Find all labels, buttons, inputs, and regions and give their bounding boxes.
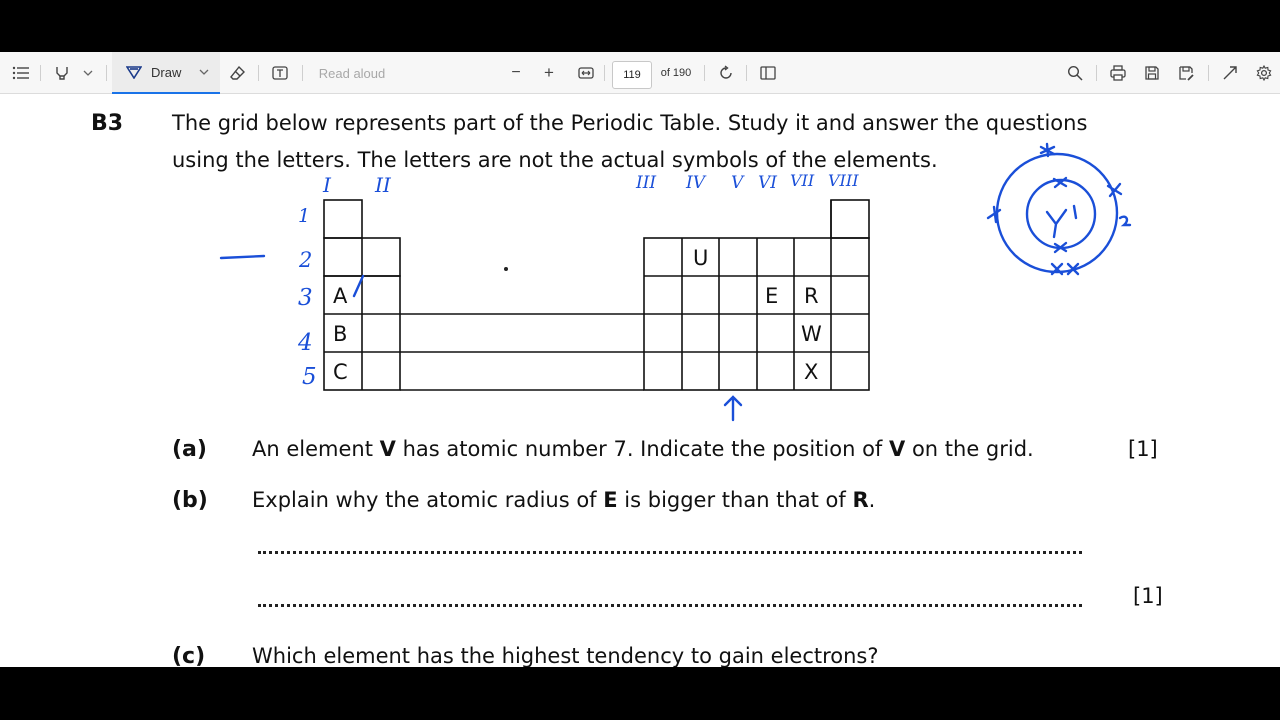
draw-icon — [126, 65, 142, 79]
toolbar-divider — [302, 65, 303, 81]
ink-dot — [504, 267, 508, 271]
period-label-4: 4 — [298, 330, 313, 356]
element-X: X — [804, 360, 819, 384]
fit-page-button[interactable] — [574, 52, 598, 94]
part-b-label: (b) — [172, 488, 208, 513]
handwritten-annotations — [297, 171, 859, 390]
element-W: W — [801, 322, 822, 346]
group-label-8: VIII — [828, 171, 859, 190]
ink-atom-outer-shell — [997, 154, 1117, 272]
contents-icon — [12, 66, 30, 80]
group-label-4: IV — [686, 173, 705, 193]
ink-nucleus-symbol — [1047, 210, 1066, 237]
ink-atom-inner-shell — [1027, 180, 1095, 248]
toolbar-divider — [1208, 65, 1209, 81]
chevron-down-icon — [199, 69, 209, 75]
part-a-text: An element V has atomic number 7. Indicate the position of V on the grid. — [252, 437, 1034, 461]
ink-dash — [221, 256, 264, 258]
ink-nucleus-superscript — [1074, 206, 1076, 218]
highlight-options-button[interactable] — [78, 52, 98, 94]
element-R: R — [804, 284, 819, 308]
toolbar-divider — [258, 65, 259, 81]
element-C: C — [333, 360, 348, 384]
cell-period1-group8 — [831, 200, 869, 238]
part-b-marks: [1] — [1133, 584, 1163, 608]
group-label-3: III — [636, 173, 657, 193]
period-label-3: 3 — [298, 285, 313, 311]
two-page-view-button[interactable] — [756, 52, 780, 94]
save-button[interactable] — [1140, 52, 1164, 94]
periodic-table-grid — [0, 94, 1280, 667]
read-aloud-label: Read aloud — [318, 65, 386, 81]
pdf-toolbar — [0, 52, 1280, 94]
toolbar-divider — [704, 65, 705, 81]
element-B: B — [333, 322, 348, 346]
page-total: of 190 — [660, 67, 692, 79]
part-a-marks: [1] — [1128, 437, 1158, 461]
element-A: A — [333, 284, 348, 308]
toolbar-divider — [1096, 65, 1097, 81]
group-label-1: I — [323, 173, 331, 197]
highlight-button[interactable] — [50, 52, 74, 94]
part-b-text: Explain why the atomic radius of E is bigger than that of R. — [252, 488, 876, 512]
fit-page-icon — [578, 67, 594, 79]
part-a-label: (a) — [172, 437, 207, 462]
toolbar-divider — [746, 65, 747, 81]
ink-shell-count — [1120, 217, 1130, 225]
toolbar-divider — [40, 65, 41, 81]
expand-button[interactable] — [1218, 52, 1242, 94]
toolbar-divider — [106, 65, 107, 81]
draw-button[interactable] — [112, 52, 220, 94]
rotate-icon — [718, 65, 734, 81]
zoom-out-button[interactable] — [506, 52, 526, 94]
eraser-icon — [230, 65, 246, 81]
ink-strokes — [221, 144, 1130, 420]
page-number-input[interactable]: 119 — [612, 61, 652, 89]
search-button[interactable] — [1063, 52, 1087, 94]
read-aloud-button[interactable] — [312, 52, 392, 94]
question-intro-line1: The grid below represents part of the Periodic Table. Study it and answer the questions — [172, 111, 1088, 135]
toolbar-divider — [604, 65, 605, 81]
group-label-5: V — [731, 173, 744, 193]
contents-button[interactable] — [8, 52, 34, 94]
period-label-2: 2 — [299, 248, 313, 272]
draw-label: Draw — [151, 64, 182, 80]
element-E: E — [765, 284, 779, 308]
element-U: U — [693, 246, 709, 270]
eraser-button[interactable] — [226, 52, 250, 94]
question-intro-line2: using the letters. The letters are not the actual symbols of the elements. — [172, 148, 938, 172]
text-box-icon — [272, 66, 288, 80]
question-number: B3 — [91, 111, 124, 136]
part-c-text: Which element has the highest tendency to gain electrons? — [252, 644, 879, 667]
period-label-5: 5 — [302, 364, 317, 390]
two-page-icon — [760, 66, 776, 80]
part-c-label: (c) — [172, 644, 206, 667]
rotate-button[interactable] — [714, 52, 738, 94]
ink-electron — [1041, 144, 1054, 156]
cell-period1-group1 — [324, 200, 362, 238]
search-icon — [1067, 65, 1083, 81]
group-label-6: VI — [758, 173, 777, 193]
save-icon — [1144, 65, 1160, 81]
highlight-icon — [54, 65, 70, 81]
period-label-1: 1 — [298, 205, 311, 227]
plus-icon: + — [544, 63, 554, 82]
save-as-button[interactable] — [1174, 52, 1198, 94]
save-as-icon — [1178, 65, 1194, 81]
print-button[interactable] — [1106, 52, 1130, 94]
group-label-2: II — [375, 173, 391, 197]
chevron-down-icon — [83, 70, 93, 76]
minus-icon: − — [511, 64, 521, 81]
zoom-in-button[interactable] — [539, 52, 559, 94]
print-icon — [1110, 65, 1126, 81]
ink-arrow-up-icon — [725, 397, 741, 420]
expand-icon — [1222, 65, 1238, 81]
answer-line — [258, 551, 1082, 554]
group-label-7: VII — [790, 171, 815, 190]
settings-button[interactable] — [1252, 52, 1276, 94]
text-box-button[interactable] — [268, 52, 292, 94]
pdf-page — [0, 94, 1280, 667]
gear-icon — [1256, 65, 1272, 81]
answer-line — [258, 604, 1082, 607]
